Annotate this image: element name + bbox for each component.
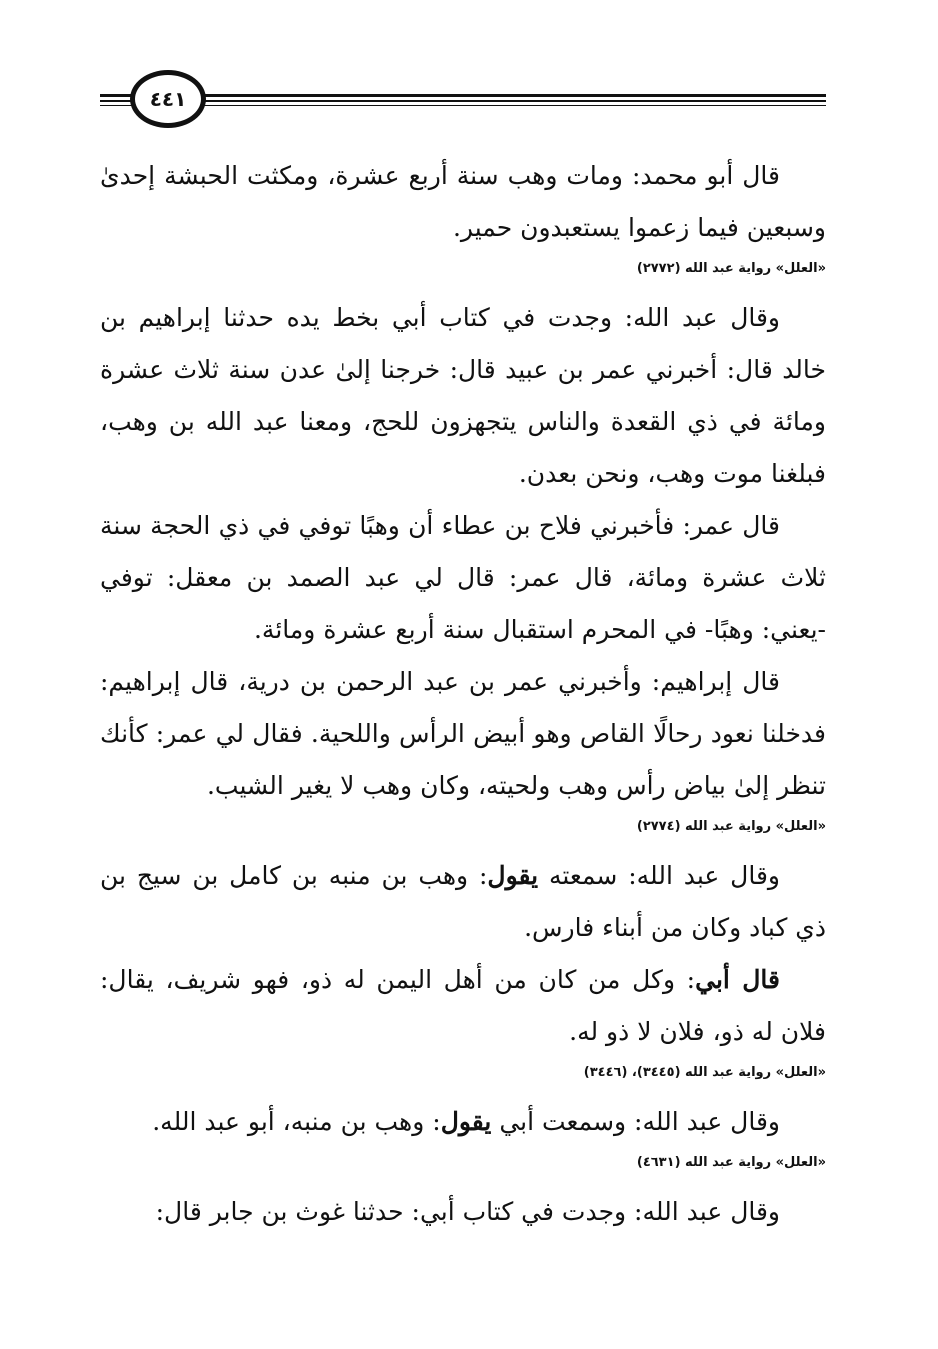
citation: «العلل» رواية عبد الله (٣٤٤٥)، (٣٤٤٦): [583, 1065, 826, 1080]
paragraph-text: قال عمر: فأخبرني فلاح بن عطاء أن وهبًا توفي في ذي الحجة سنة ثلاث عشرة ومائة، قال عمر: قال لي عبد الصمد بن معقل: توفي -يعني: وهبًا- في المحرم استقبال سنة أربع عشرة ومائة.: [100, 511, 826, 644]
paragraph-keyword: قال أبي: [695, 965, 780, 994]
paragraph: [100, 656, 826, 812]
paragraph-text: : وهب بن منبه، أبو عبد الله.: [152, 1107, 441, 1136]
paragraph-keyword: يقول: [440, 1107, 492, 1136]
header-rule-thick: [100, 94, 826, 97]
paragraph: [100, 150, 826, 254]
page-number-badge: [130, 70, 206, 128]
paragraph: [100, 292, 826, 500]
paragraph-text: قال إبراهيم: وأخبرني عمر بن عبد الرحمن بن درية، قال إبراهيم: فدخلنا نعود رحالًا القاص وهو أبيض الرأس واللحية. فقال لي عمر: كأنك تنظر إلىٰ بياض رأس وهب ولحيته، وكان وهب لا يغير الشيب.: [100, 667, 826, 800]
page-header: [100, 70, 826, 130]
citation: «العلل» رواية عبد الله (٤٦٣١): [636, 1155, 826, 1170]
paragraph-lead: وقال عبد الله: سمعته: [538, 861, 780, 890]
paragraph: [100, 850, 826, 954]
paragraph-text: : وكل من كان من أهل اليمن له ذو، فهو شريف، يقال: فلان له ذو، فلان لا ذو له.: [100, 965, 826, 1046]
paragraph: [100, 500, 826, 656]
paragraph: [100, 1186, 826, 1238]
paragraph: [100, 954, 826, 1058]
citation: «العلل» رواية عبد الله (٢٧٧٢): [636, 261, 826, 276]
paragraph-text: : وهب بن منبه بن كامل بن سيج بن ذي كباد وكان من أبناء فارس.: [100, 861, 826, 942]
paragraph-text: وقال عبد الله: وجدت في كتاب أبي بخط يده حدثنا إبراهيم بن خالد قال: أخبرني عمر بن عبيد قال: خرجنا إلىٰ عدن سنة ثلاث عشرة ومائة في ذي القعدة والناس يتجهزون للحج، ومعنا عبد الله بن وهب، فبلغنا موت وهب، ونحن بعدن.: [100, 303, 826, 488]
page-number: ٤٤١: [149, 87, 187, 111]
header-rule-medium: [100, 100, 826, 102]
header-rule-thin: [100, 105, 826, 106]
page-body: [100, 150, 826, 1238]
paragraph-text: وقال عبد الله: وجدت في كتاب أبي: حدثنا غوث بن جابر قال:: [155, 1197, 780, 1226]
paragraph-lead: وقال عبد الله: وسمعت أبي: [491, 1107, 780, 1136]
paragraph: [100, 1096, 826, 1148]
citation: «العلل» رواية عبد الله (٢٧٧٤): [636, 819, 826, 834]
paragraph-text: قال أبو محمد: ومات وهب سنة أربع عشرة، ومكثت الحبشة إحدىٰ وسبعين فيما زعموا يستعبدون حمير.: [100, 161, 826, 242]
paragraph-keyword: يقول: [487, 861, 539, 890]
